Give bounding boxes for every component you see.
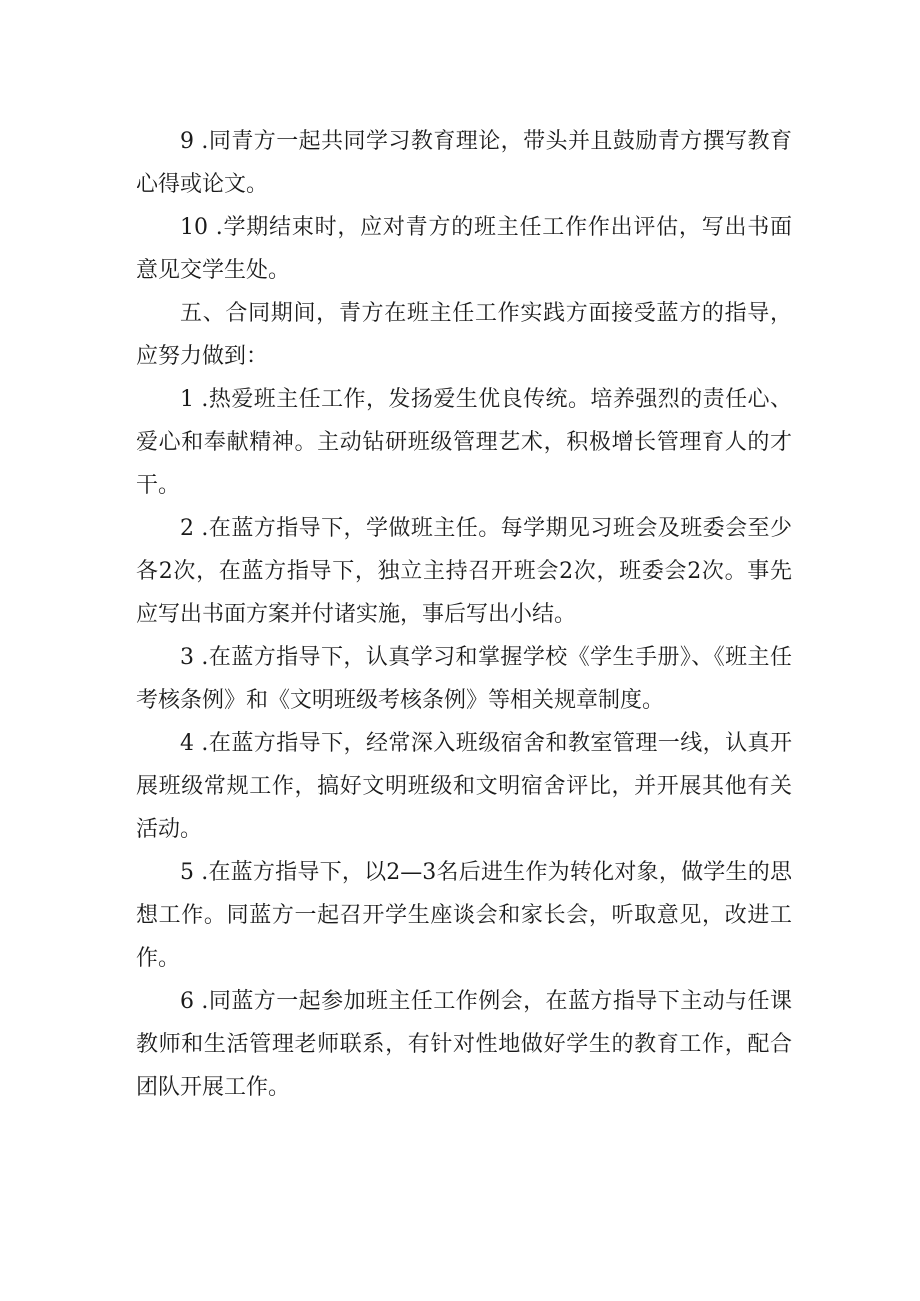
document-body — [136, 120, 792, 1109]
paragraph-item-1: 1 .热爱班主任工作，发扬爱生优良传统。培养强烈的责任心、爱心和奉献精神。主动钻研班级管理艺术，积极增长管理育人的才干。 — [136, 387, 792, 498]
paragraph-item-4: 4 .在蓝方指导下，经常深入班级宿舍和教室管理一线，认真开展班级常规工作，搞好文明班级和文明宿舍评比，并开展其他有关活动。 — [136, 731, 792, 842]
paragraph-item-2: 2 .在蓝方指导下，学做班主任。每学期见习班会及班委会至少各2次，在蓝方指导下，独立主持召开班会2次，班委会2次。事先应写出书面方案并付诸实施，事后写出小结。 — [136, 516, 792, 627]
paragraph-item-3: 3 .在蓝方指导下，认真学习和掌握学校《学生手册》、《班主任考核条例》和《文明班级考核条例》等相关规章制度。 — [136, 645, 792, 713]
section-heading-5: 五、合同期间，青方在班主任工作实践方面接受蓝方的指导，应努力做到： — [136, 301, 792, 369]
paragraph-item-10: 10 .学期结束时，应对青方的班主任工作作出评估，写出书面意见交学生处。 — [136, 215, 792, 283]
paragraph-item-5: 5 .在蓝方指导下，以2—3名后进生作为转化对象，做学生的思想工作。同蓝方一起召开学生座谈会和家长会，听取意见，改进工作。 — [136, 860, 792, 971]
paragraph-item-9: 9 .同青方一起共同学习教育理论，带头并且鼓励青方撰写教育心得或论文。 — [136, 129, 792, 197]
paragraph-item-6: 6 .同蓝方一起参加班主任工作例会，在蓝方指导下主动与任课教师和生活管理老师联系，有针对性地做好学生的教育工作，配合团队开展工作。 — [136, 989, 792, 1100]
